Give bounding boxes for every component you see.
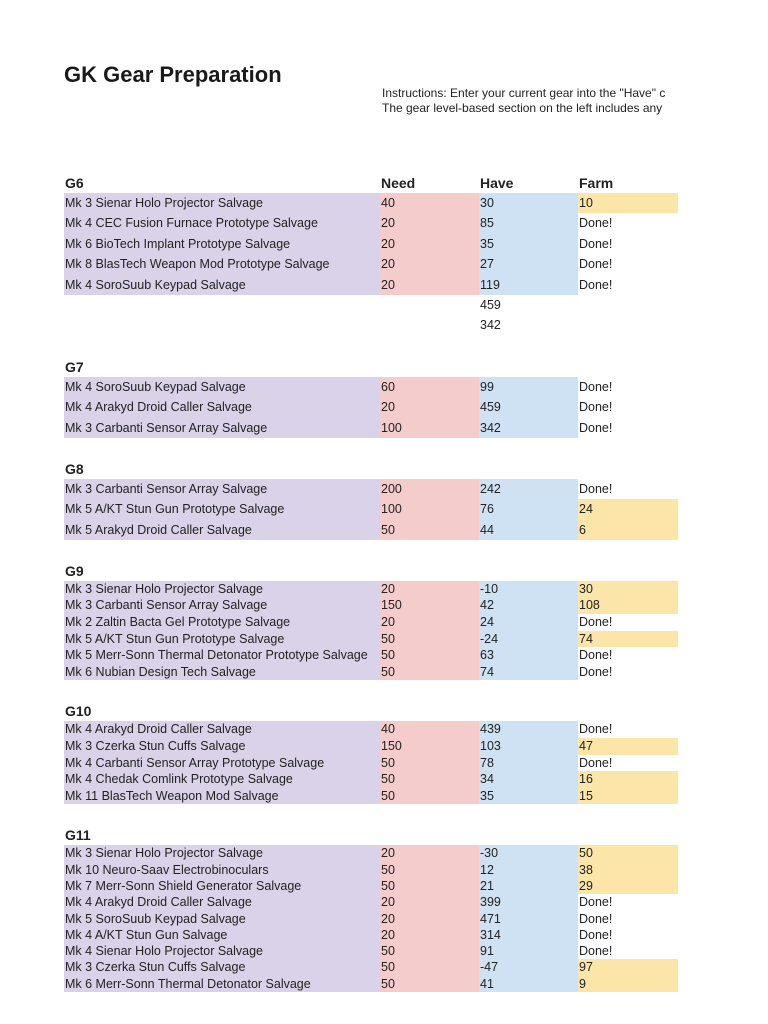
empty-cell — [578, 315, 678, 335]
have-cell[interactable]: 439 — [479, 721, 578, 738]
have-cell[interactable]: 119 — [479, 275, 578, 295]
have-cell[interactable]: 471 — [479, 911, 578, 927]
farm-cell: 29 — [578, 878, 678, 894]
farm-cell: Done! — [579, 755, 613, 770]
have-cell[interactable]: 12 — [479, 862, 578, 878]
have-cell[interactable]: 91 — [479, 943, 578, 959]
table-row — [64, 418, 678, 438]
farm-cell: Done! — [579, 216, 613, 231]
need-cell[interactable]: 20 — [380, 234, 479, 254]
have-cell[interactable]: 103 — [479, 738, 578, 755]
need-cell[interactable]: 50 — [380, 862, 479, 878]
section-header — [64, 560, 678, 581]
need-cell[interactable]: 50 — [380, 878, 479, 894]
farm-cell: 97 — [578, 959, 678, 975]
item-name-cell[interactable]: Mk 3 Sienar Holo Projector Salvage — [64, 193, 380, 213]
empty-cell — [64, 315, 380, 335]
have-cell[interactable]: 27 — [479, 254, 578, 274]
have-cell[interactable]: 242 — [479, 479, 578, 499]
item-name-cell[interactable]: Mk 4 Sienar Holo Projector Salvage — [64, 943, 380, 959]
farm-cell: 30 — [578, 581, 678, 598]
item-name-cell[interactable]: Mk 5 SoroSuub Keypad Salvage — [64, 911, 380, 927]
item-name-cell[interactable]: Mk 10 Neuro-Saav Electrobinoculars — [64, 862, 380, 878]
need-cell[interactable]: 100 — [380, 418, 479, 438]
table-row — [64, 377, 678, 397]
section-label: G10 — [65, 703, 92, 720]
table-row — [64, 499, 678, 519]
column-header-farm: Farm — [579, 175, 614, 191]
section-label: G7 — [65, 358, 84, 375]
extra-row — [64, 295, 678, 315]
gear-table — [64, 172, 678, 992]
have-cell[interactable]: 85 — [479, 213, 578, 233]
farm-cell: 47 — [578, 738, 678, 755]
table-row — [64, 845, 678, 861]
section-label: G11 — [65, 827, 91, 844]
need-cell[interactable]: 20 — [380, 845, 479, 861]
item-name-cell[interactable]: Mk 3 Czerka Stun Cuffs Salvage — [64, 959, 380, 975]
table-row — [64, 397, 678, 417]
table-row — [64, 193, 678, 213]
need-cell[interactable]: 20 — [380, 581, 479, 598]
empty-cell — [64, 295, 380, 315]
table-row — [64, 234, 678, 254]
farm-cell: Done! — [579, 722, 613, 737]
need-cell[interactable]: 50 — [380, 647, 479, 664]
need-cell[interactable]: 50 — [380, 520, 479, 540]
farm-cell: 38 — [578, 862, 678, 878]
have-cell[interactable]: 399 — [479, 894, 578, 910]
item-name-cell[interactable]: Mk 6 BioTech Implant Prototype Salvage — [64, 234, 380, 254]
item-name-cell[interactable]: Mk 4 Arakyd Droid Caller Salvage — [64, 721, 380, 738]
have-cell[interactable]: 78 — [479, 755, 578, 772]
spacer-row — [64, 804, 678, 824]
need-cell[interactable]: 20 — [380, 927, 479, 943]
section-header — [64, 700, 678, 721]
instructions-line: The gear level-based section on the left includes any — [382, 101, 663, 115]
item-name-cell[interactable]: Mk 5 Arakyd Droid Caller Salvage — [64, 520, 380, 540]
farm-cell: Done! — [579, 277, 613, 292]
have-cell[interactable]: 459 — [479, 397, 578, 417]
table-row — [64, 213, 678, 233]
item-name-cell[interactable]: Mk 3 Sienar Holo Projector Salvage — [64, 581, 380, 598]
column-header-need: Need — [381, 175, 416, 191]
item-name-cell[interactable]: Mk 2 Zaltin Bacta Gel Prototype Salvage — [64, 614, 380, 631]
farm-cell: Done! — [579, 481, 613, 496]
need-cell[interactable]: 50 — [380, 959, 479, 975]
have-cell[interactable]: 342 — [479, 418, 578, 438]
have-cell[interactable]: 35 — [479, 234, 578, 254]
farm-cell: Done! — [579, 648, 613, 663]
table-row — [64, 959, 678, 975]
need-cell[interactable]: 40 — [380, 721, 479, 738]
table-row — [64, 631, 678, 648]
instructions-text — [382, 86, 678, 116]
item-name-cell[interactable]: Mk 3 Czerka Stun Cuffs Salvage — [64, 738, 380, 755]
need-cell[interactable]: 20 — [380, 911, 479, 927]
table-row — [64, 894, 678, 910]
have-cell[interactable]: 76 — [479, 499, 578, 519]
section-label: G6 — [65, 175, 84, 191]
item-name-cell[interactable]: Mk 4 Chedak Comlink Prototype Salvage — [64, 771, 380, 788]
item-name-cell[interactable]: Mk 7 Merr-Sonn Shield Generator Salvage — [64, 878, 380, 894]
have-cell[interactable]: 42 — [479, 597, 578, 614]
table-row — [64, 721, 678, 738]
spacer-row — [64, 438, 678, 458]
have-cell[interactable]: 41 — [479, 976, 578, 992]
table-row — [64, 927, 678, 943]
farm-cell: 74 — [578, 631, 678, 648]
have-cell[interactable]: 21 — [479, 878, 578, 894]
item-name-cell[interactable]: Mk 4 Arakyd Droid Caller Salvage — [64, 894, 380, 910]
item-name-cell[interactable]: Mk 4 Carbanti Sensor Array Prototype Salvage — [64, 755, 380, 772]
have-cell[interactable]: 44 — [479, 520, 578, 540]
farm-cell: Done! — [579, 927, 613, 942]
spacer-row — [64, 540, 678, 560]
farm-cell: Done! — [579, 911, 613, 926]
farm-cell: 10 — [578, 193, 678, 213]
have-cell[interactable]: 24 — [479, 614, 578, 631]
empty-cell — [380, 315, 479, 335]
need-cell[interactable]: 150 — [380, 738, 479, 755]
have-cell[interactable]: -30 — [479, 845, 578, 861]
need-cell[interactable]: 40 — [380, 193, 479, 213]
item-name-cell[interactable]: Mk 3 Carbanti Sensor Array Salvage — [64, 479, 380, 499]
have-cell[interactable]: 314 — [479, 927, 578, 943]
farm-cell: Done! — [579, 664, 613, 679]
item-name-cell[interactable]: Mk 5 A/KT Stun Gun Prototype Salvage — [64, 631, 380, 648]
item-name-cell[interactable]: Mk 3 Sienar Holo Projector Salvage — [64, 845, 380, 861]
table-row — [64, 275, 678, 295]
table-row — [64, 976, 678, 992]
have-cell[interactable]: -24 — [479, 631, 578, 648]
item-name-cell[interactable]: Mk 8 BlasTech Weapon Mod Prototype Salvage — [64, 254, 380, 274]
need-cell[interactable]: 20 — [380, 213, 479, 233]
have-cell[interactable]: 74 — [479, 664, 578, 681]
extra-row — [64, 315, 678, 335]
table-row — [64, 878, 678, 894]
table-row — [64, 664, 678, 681]
farm-cell: 50 — [578, 845, 678, 861]
need-cell[interactable]: 20 — [380, 275, 479, 295]
table-row — [64, 647, 678, 664]
need-cell[interactable]: 50 — [380, 943, 479, 959]
section-header — [64, 356, 678, 377]
need-cell[interactable]: 60 — [380, 377, 479, 397]
empty-cell — [380, 295, 479, 315]
spacer-row — [64, 336, 678, 356]
need-cell[interactable]: 150 — [380, 597, 479, 614]
section-header — [64, 458, 678, 479]
instructions-line: Instructions: Enter your current gear into the "Have" c — [382, 86, 666, 100]
have-cell[interactable]: -47 — [479, 959, 578, 975]
farm-cell: Done! — [579, 400, 613, 415]
item-name-cell[interactable]: Mk 4 CEC Fusion Furnace Prototype Salvage — [64, 213, 380, 233]
have-cell[interactable]: 30 — [479, 193, 578, 213]
item-name-cell[interactable]: Mk 11 BlasTech Weapon Mod Salvage — [64, 788, 380, 805]
table-row — [64, 597, 678, 614]
farm-cell: 108 — [578, 597, 678, 614]
need-cell[interactable]: 50 — [380, 664, 479, 681]
page-title: GK Gear Preparation — [64, 62, 282, 87]
section-label: G8 — [65, 460, 84, 477]
need-cell[interactable]: 20 — [380, 894, 479, 910]
farm-cell: Done! — [579, 895, 613, 910]
item-name-cell[interactable]: Mk 5 A/KT Stun Gun Prototype Salvage — [64, 499, 380, 519]
need-cell[interactable]: 200 — [380, 479, 479, 499]
spacer-row — [64, 680, 678, 700]
item-name-cell[interactable]: Mk 6 Nubian Design Tech Salvage — [64, 664, 380, 681]
table-row — [64, 738, 678, 755]
table-row — [64, 911, 678, 927]
item-name-cell[interactable]: Mk 6 Merr-Sonn Thermal Detonator Salvage — [64, 976, 380, 992]
table-row — [64, 581, 678, 598]
item-name-cell[interactable]: Mk 4 SoroSuub Keypad Salvage — [64, 377, 380, 397]
have-cell[interactable]: -10 — [479, 581, 578, 598]
have-cell[interactable]: 63 — [479, 647, 578, 664]
item-name-cell[interactable]: Mk 3 Carbanti Sensor Array Salvage — [64, 597, 380, 614]
farm-cell: Done! — [579, 236, 613, 251]
section-label: G9 — [65, 562, 84, 579]
need-cell[interactable]: 50 — [380, 755, 479, 772]
farm-cell: Done! — [579, 379, 613, 394]
farm-cell: Done! — [579, 614, 613, 629]
extra-value-cell: 342 — [480, 318, 501, 333]
section-header — [64, 172, 678, 193]
have-cell[interactable]: 34 — [479, 771, 578, 788]
table-row — [64, 755, 678, 772]
item-name-cell[interactable]: Mk 4 A/KT Stun Gun Salvage — [64, 927, 380, 943]
need-cell[interactable]: 50 — [380, 631, 479, 648]
farm-cell: Done! — [579, 944, 613, 959]
item-name-cell[interactable]: Mk 3 Carbanti Sensor Array Salvage — [64, 418, 380, 438]
table-row — [64, 479, 678, 499]
farm-cell: Done! — [579, 257, 613, 272]
farm-cell: Done! — [579, 420, 613, 435]
item-name-cell[interactable]: Mk 4 Arakyd Droid Caller Salvage — [64, 397, 380, 417]
table-row — [64, 614, 678, 631]
extra-value-cell: 459 — [480, 297, 501, 312]
table-row — [64, 771, 678, 788]
empty-cell — [578, 295, 678, 315]
need-cell[interactable]: 50 — [380, 788, 479, 805]
need-cell[interactable]: 20 — [380, 254, 479, 274]
table-row — [64, 520, 678, 540]
farm-cell: 6 — [578, 520, 678, 540]
farm-cell: 15 — [578, 788, 678, 805]
table-row — [64, 943, 678, 959]
need-cell[interactable]: 50 — [380, 976, 479, 992]
farm-cell: 16 — [578, 771, 678, 788]
table-row — [64, 254, 678, 274]
table-row — [64, 788, 678, 805]
item-name-cell[interactable]: Mk 4 SoroSuub Keypad Salvage — [64, 275, 380, 295]
farm-cell: 24 — [578, 499, 678, 519]
need-cell[interactable]: 20 — [380, 614, 479, 631]
column-header-have: Have — [480, 175, 514, 191]
table-row — [64, 862, 678, 878]
farm-cell: 9 — [578, 976, 678, 992]
section-header — [64, 824, 678, 845]
item-name-cell[interactable]: Mk 5 Merr-Sonn Thermal Detonator Prototype Salvage — [64, 647, 380, 664]
need-cell[interactable]: 50 — [380, 771, 479, 788]
need-cell[interactable]: 20 — [380, 397, 479, 417]
need-cell[interactable]: 100 — [380, 499, 479, 519]
have-cell[interactable]: 99 — [479, 377, 578, 397]
have-cell[interactable]: 35 — [479, 788, 578, 805]
